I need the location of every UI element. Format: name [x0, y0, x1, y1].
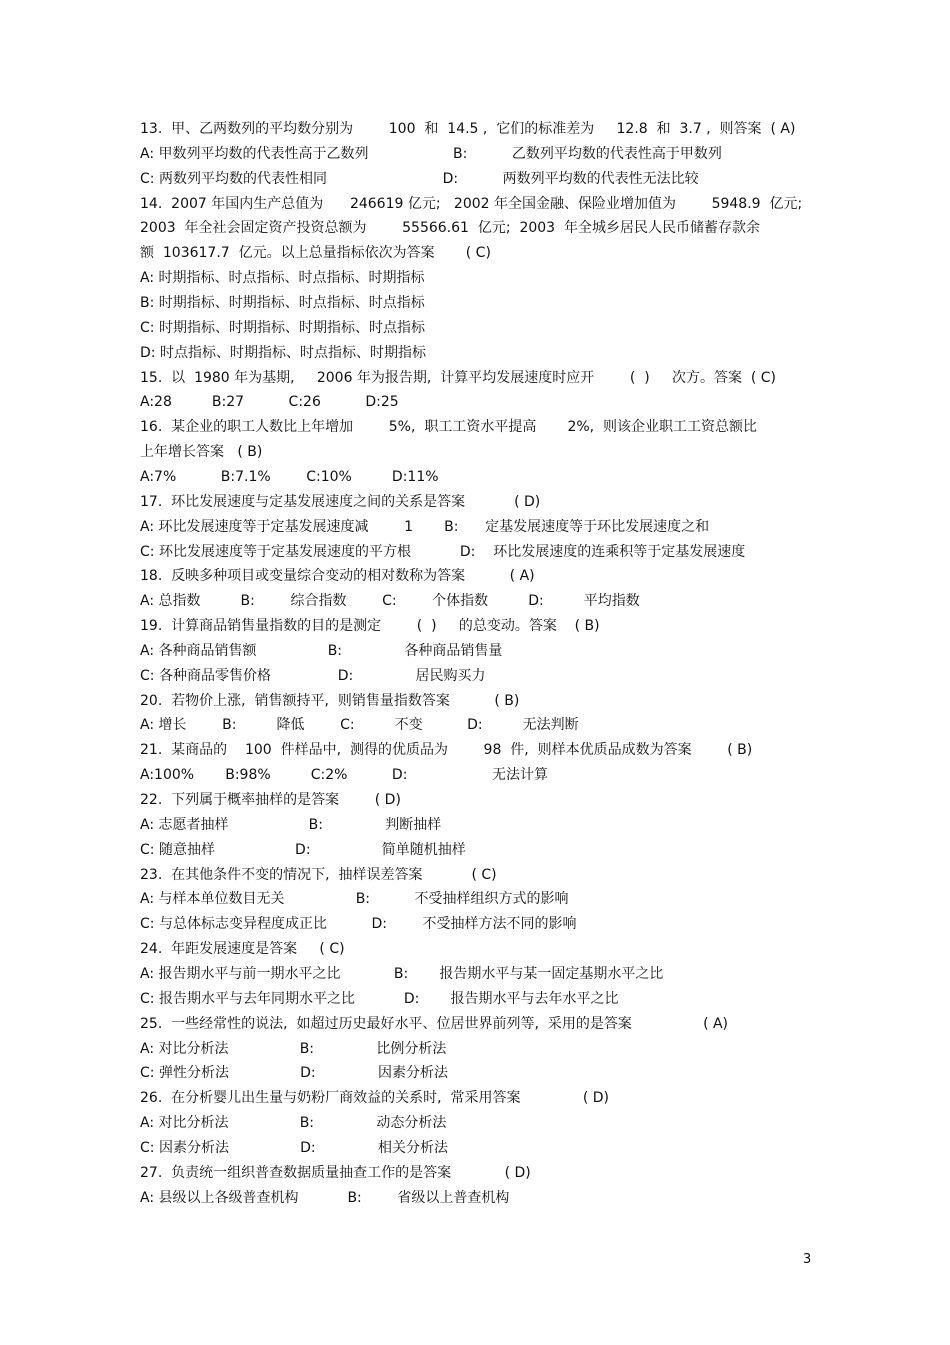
text-line: 17. 环比发展速度与定基发展速度之间的关系是答案 ( D)	[140, 493, 541, 510]
text-line: C: 各种商品零售价格 D: 居民购买力	[140, 667, 486, 684]
text-line: D: 时点指标、时期指标、时点指标、时期指标	[140, 344, 426, 361]
text-line: 额 103617.7 亿元。以上总量指标依次为答案 ( C)	[140, 245, 491, 262]
text-line: 20. 若物价上涨, 销售额持平, 则销售量指数答案 ( B)	[140, 692, 520, 709]
text-line: 21. 某商品的 100 件样品中, 测得的优质品为 98 件, 则样本优质品成数为答案 ( B)	[140, 742, 753, 759]
text-line: A: 报告期水平与前一期水平之比 B: 报告期水平与某一固定基期水平之比	[140, 965, 664, 982]
text-line: 上年增长答案 ( B)	[140, 444, 263, 461]
text-line: 25. 一些经常性的说法, 如超过历史最好水平、位居世界前列等, 采用的是答案 ( A)	[140, 1015, 729, 1032]
text-line: A: 增长 B: 降低 C: 不变 D: 无法判断	[140, 717, 579, 734]
text-line: A: 各种商品销售额 B: 各种商品销售量	[140, 642, 503, 659]
text-line: A:28 B:27 C:26 D:25	[140, 394, 399, 411]
text-line: A: 环比发展速度等于定基发展速度减 1 B: 定基发展速度等于环比发展速度之和	[140, 518, 710, 535]
text-line: 15. 以 1980 年为基期, 2006 年为报告期, 计算平均发展速度时应开 ( ) 次方。答案 ( C)	[140, 369, 777, 386]
text-line: C: 因素分析法 D: 相关分析法	[140, 1139, 448, 1156]
text-line: A: 对比分析法 B: 比例分析法	[140, 1040, 447, 1057]
text-line: C: 时期指标、时期指标、时期指标、时点指标	[140, 319, 425, 336]
text-line: C: 报告期水平与去年同期水平之比 D: 报告期水平与去年水平之比	[140, 990, 619, 1007]
text-line: C: 弹性分析法 D: 因素分析法	[140, 1065, 448, 1082]
text-line: A: 与样本单位数目无关 B: 不受抽样组织方式的影响	[140, 891, 569, 908]
text-line: 26. 在分析婴儿出生量与奶粉厂商效益的关系时, 常采用答案 ( D)	[140, 1090, 609, 1107]
text-line: A: 时期指标、时点指标、时点指标、时期指标	[140, 270, 425, 287]
text-line: 24. 年距发展速度是答案 ( C)	[140, 941, 345, 958]
text-line: A: 县级以上各级普查机构 B: 省级以上普查机构	[140, 1189, 510, 1206]
text-line: 16. 某企业的职工人数比上年增加 5%, 职工工资水平提高 2%, 则该企业职工工资总额比	[140, 419, 758, 436]
text-line: A: 甲数列平均数的代表性高于乙数列 B: 乙数列平均数的代表性高于甲数列	[140, 145, 722, 162]
text-line: A: 志愿者抽样 B: 判断抽样	[140, 816, 442, 833]
text-line: A: 对比分析法 B: 动态分析法	[140, 1115, 447, 1131]
text-line: 13. 甲、乙两数列的平均数分别为 100 和 14.5 , 它们的标准差为 12.8 和 3.7 , 则答案 ( A)	[140, 121, 796, 137]
text-line: C: 与总体标志变异程度成正比 D: 不受抽样方法不同的影响	[140, 916, 577, 933]
text-line: A:7% B:7.1% C:10% D:11%	[140, 468, 439, 485]
text-line: A: 总指数 B: 综合指数 C: 个体指数 D: 平均指数	[140, 593, 640, 610]
text-line: 19. 计算商品销售量指数的目的是测定 ( ) 的总变动。答案 ( B)	[140, 618, 600, 634]
text-line: C: 环比发展速度等于定基发展速度的平方根 D: 环比发展速度的连乘积等于定基发展速度	[140, 543, 746, 560]
page-number: 3	[803, 1252, 812, 1267]
text-line: 14. 2007 年国内生产总值为 246619 亿元; 2002 年全国金融、保险业增加值为 5948.9 亿元;	[140, 195, 803, 212]
text-line: A:100% B:98% C:2% D: 无法计算	[140, 767, 548, 784]
text-line: 2003 年全社会固定资产投资总额为 55566.61 亿元; 2003 年全城乡居民人民币储蓄存款余	[140, 220, 760, 237]
text-line: C: 随意抽样 D: 简单随机抽样	[140, 841, 466, 858]
text-line: 22. 下列属于概率抽样的是答案 ( D)	[140, 792, 401, 808]
text-line: 23. 在其他条件不变的情况下, 抽样误差答案 ( C)	[140, 866, 497, 883]
text-line: 18. 反映多种项目或变量综合变动的相对数称为答案 ( A)	[140, 568, 535, 585]
text-line: C: 两数列平均数的代表性相同 D: 两数列平均数的代表性无法比较	[140, 170, 699, 187]
text-line: B: 时期指标、时期指标、时点指标、时点指标	[140, 295, 425, 311]
text-line: 27. 负责统一组织普查数据质量抽查工作的是答案 ( D)	[140, 1164, 531, 1181]
